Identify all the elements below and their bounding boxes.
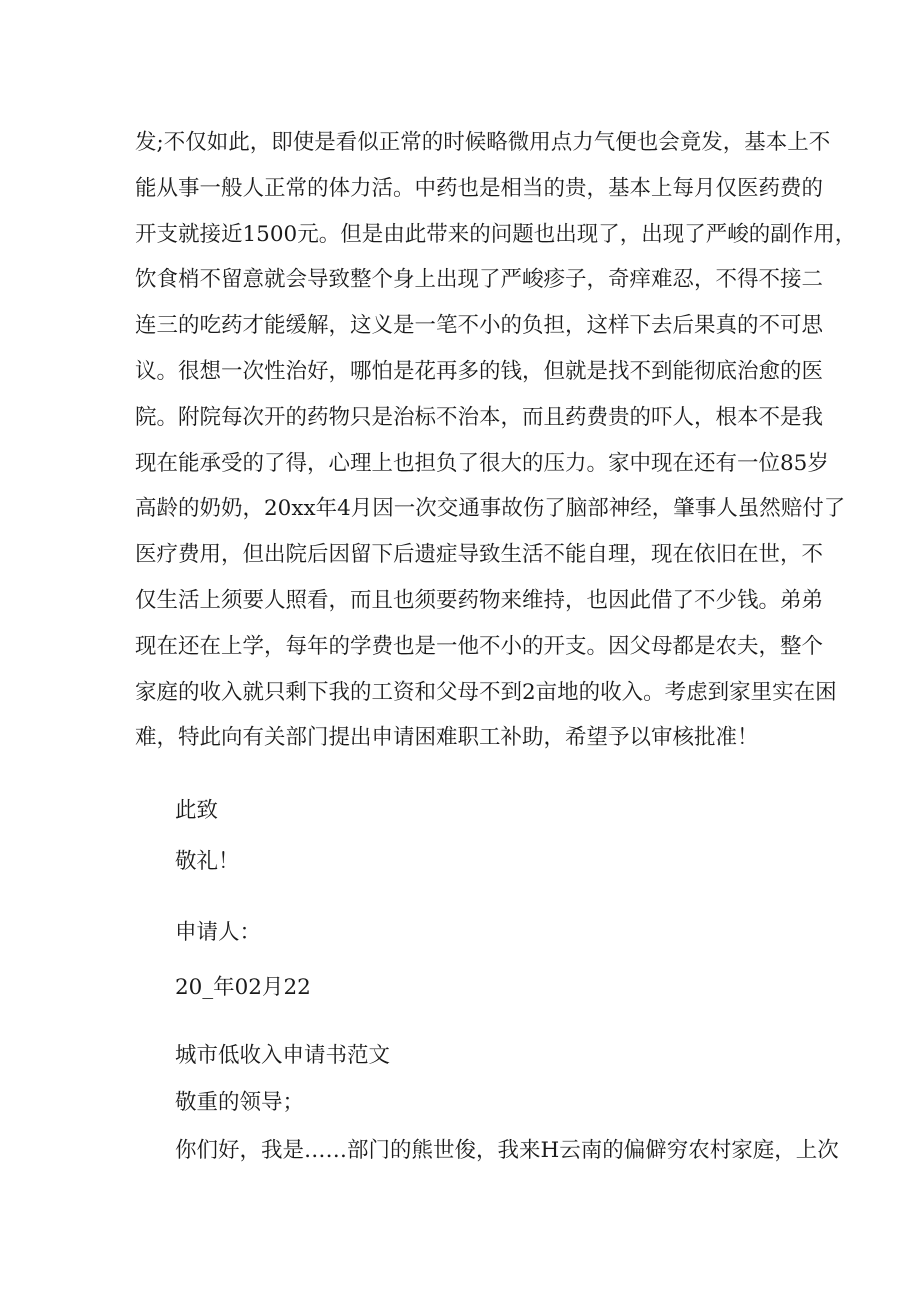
salutation-jing-li: 敬礼！	[175, 849, 240, 874]
paragraph-line: 发;不仅如此，即使是看似正常的时候略微用点力气便也会竟发，基本上不	[135, 130, 831, 155]
paragraph-line: 家庭的收入就只剩下我的工资和父母不到2亩地的收入。考虑到家里实在困	[135, 679, 837, 705]
paragraph-line: 连三的吃药才能缓解，这义是一笔不小的负担，这样下去后果真的不可思	[135, 313, 824, 339]
paragraph-line: 仅生活上须要人照看，而且也须要药物来维持，也因此借了不少钱。弟弟	[135, 587, 824, 613]
paragraph-line: 能从事一般人正常的体力活。中药也是相当的贵，基本上每月仅医药费的	[135, 175, 824, 201]
paragraph-line: 现在能承受的了得，心理上也担负了很大的压力。家中现在还有一位85岁	[135, 450, 829, 476]
next-document-title: 城市低收入申请书范文	[175, 1043, 391, 1068]
letter-date: 20_年02月22	[175, 975, 311, 1000]
salutation-ci-zhi: 此致	[175, 798, 219, 823]
paragraph-line: 院。附院每次开的药物只是治标不治本，而且药费贵的吓人，根本不是我	[135, 404, 824, 430]
paragraph-line: 难，特此向有关部门提出申请困难职工补助，希望予以审核批准！	[135, 725, 759, 751]
applicant-label: 申请人：	[175, 920, 262, 945]
paragraph-line: 开支就接近1500元。但是由此带来的问题也出现了，出现了严峻的副作用，	[135, 221, 857, 247]
paragraph-line: 饮食梢不留意就会导致整个身上出现了严峻疹子，奇痒难忍，不得不接二	[135, 267, 824, 293]
paragraph-line: 议。很想一次性治好，哪怕是花再多的钱，但就是找不到能彻底治愈的医	[135, 358, 824, 384]
paragraph-line: 医疗费用，但出院后因留下后遗症导致生活不能自理，现在依旧在世，不	[135, 542, 824, 568]
paragraph-line: 高龄的奶奶，20xx年4月因一次交通事故伤了脑部神经，肇事人虽然赔付了	[135, 496, 846, 522]
next-document-greeting: 敬重的领导；	[175, 1090, 305, 1115]
letter-body-paragraph	[135, 120, 857, 761]
paragraph-line: 现在还在上学，每年的学费也是一他不小的开支。因父母都是农夫，整个	[135, 633, 824, 659]
next-document-first-line: 你们好，我是……部门的熊世俊，我来H云南的偏僻穷农村家庭，上次	[175, 1138, 839, 1163]
